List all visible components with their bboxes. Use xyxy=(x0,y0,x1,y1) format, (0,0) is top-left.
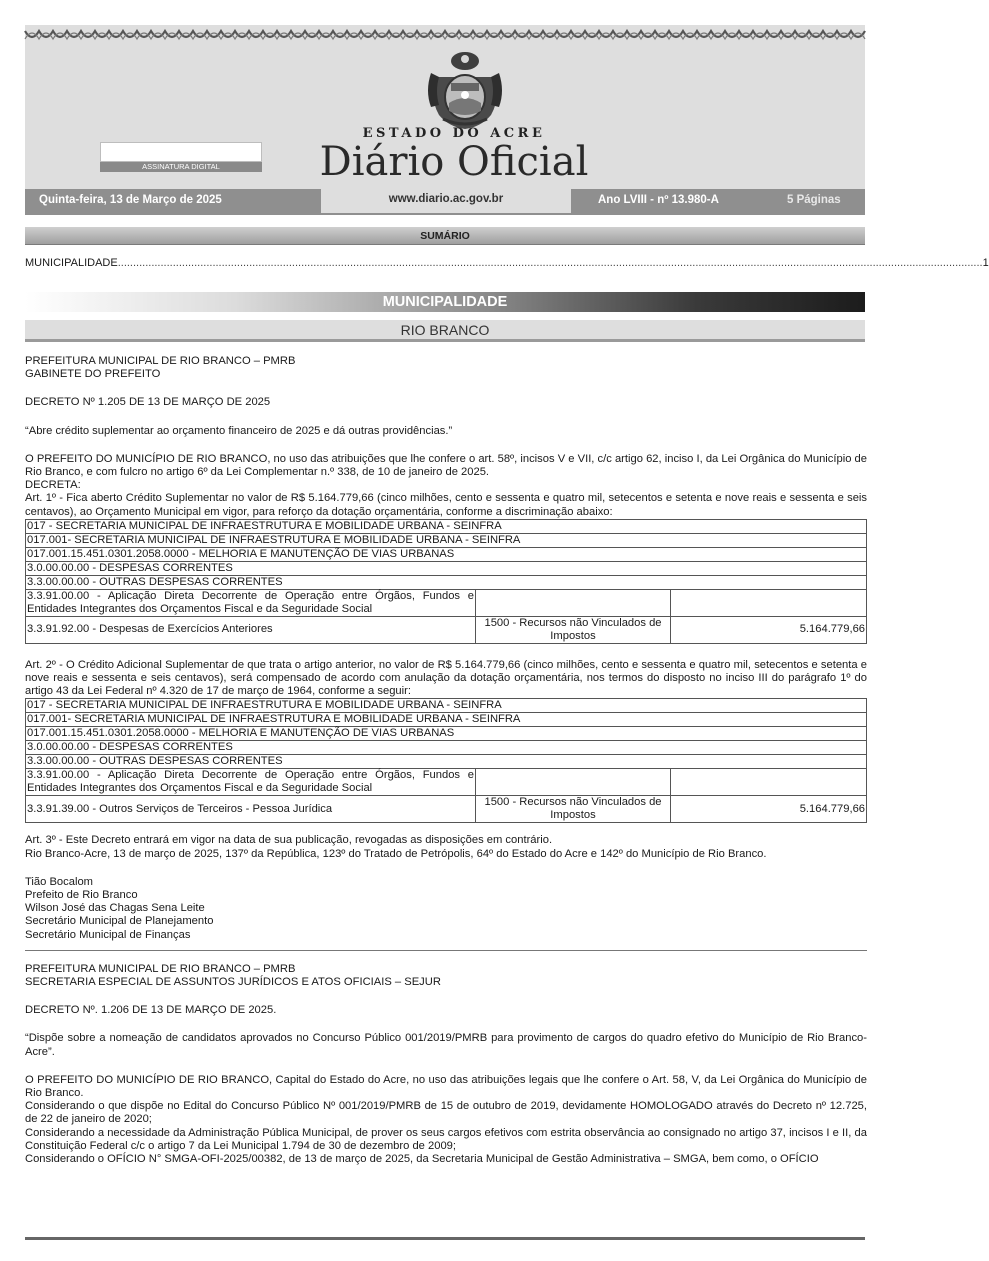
table-cell: 017.001.15.451.0301.2058.0000 - MELHORIA E MANUTENÇÃO DE VIAS URBANAS xyxy=(26,727,867,741)
decree2-org2: SECRETARIA ESPECIAL DE ASSUNTOS JURÍDICOS E ATOS OFICIAIS – SEJUR xyxy=(25,976,441,989)
table-row xyxy=(26,755,867,769)
issue-date: Quinta-feira, 13 de Março de 2025 xyxy=(39,194,222,206)
toc-leader: ........................................................................................................................................................................................................................................................................................... xyxy=(117,257,983,269)
table-cell: 3.3.91.92.00 - Despesas de Exercícios Anteriores xyxy=(26,616,476,643)
decree1-org1: PREFEITURA MUNICIPAL DE RIO BRANCO – PMRB xyxy=(25,355,296,367)
table-row xyxy=(26,533,867,547)
decree1-preamble: O PREFEITO DO MUNICÍPIO DE RIO BRANCO, no uso das atribuições que lhe confere o art. 58º, incisos V e VII, c/c artigo 62, inciso I, da Lei Orgânica do Município de Rio Branco, e com fulcro no artigo 6º da Lei Complementar n.º 338, de 10 de janeiro de 2025. xyxy=(25,452,867,479)
table-cell: 1500 - Recursos não Vinculados de Impostos xyxy=(476,796,671,823)
table-cell: 3.3.00.00.00 - OUTRAS DESPESAS CORRENTES xyxy=(26,575,867,589)
signature-line: Tião Bocalom xyxy=(25,875,93,888)
table-cell: 017 - SECRETARIA MUNICIPAL DE INFRAESTRUTURA E MOBILIDADE URBANA - SEINFRA xyxy=(26,699,867,713)
budget-table-annulment xyxy=(25,698,867,823)
table-cell: 1500 - Recursos não Vinculados de Impostos xyxy=(476,616,671,643)
table-cell: 017 - SECRETARIA MUNICIPAL DE INFRAESTRUTURA E MOBILIDADE URBANA - SEINFRA xyxy=(26,519,867,533)
table-cell: 3.0.00.00.00 - DESPESAS CORRENTES xyxy=(26,561,867,575)
signature-line: Secretário Municipal de Planejamento xyxy=(25,915,214,928)
summary-title: SUMÁRIO xyxy=(25,227,865,245)
table-row xyxy=(26,519,867,533)
signature-line: Prefeito de Rio Branco xyxy=(25,889,138,902)
website-link[interactable]: www.diario.ac.gov.br xyxy=(388,193,504,205)
decree2-number: DECRETO Nº. 1.206 DE 13 DE MARÇO DE 2025. xyxy=(25,1004,277,1017)
decree1-ementa: “Abre crédito suplementar ao orçamento financeiro de 2025 e dá outras providências.” xyxy=(25,424,453,437)
publication-title: Diário Oficial xyxy=(319,139,589,185)
decree2-considerando-2: Considerando a necessidade da Administração Pública Municipal, de prover os seus cargos efetivos com estrita observância ao consignado no artigo 37, incisos I e II, da Constituição Federal c/c o artigo 7 da Lei Municipal 1.794 de 30 de dezembro de 2009; xyxy=(25,1126,867,1152)
table-cell: 5.164.779,66 xyxy=(671,616,867,643)
wave-border-icon xyxy=(25,25,865,45)
table-row xyxy=(26,561,867,575)
page-bottom-rule xyxy=(25,1237,865,1240)
info-bar xyxy=(25,189,865,213)
decree2-considerando-3: Considerando o OFÍCIO N° SMGA-OFI-2025/00382, de 13 de março de 2025, da Secretaria Municipal de Gestão Administrativa – SMGA, bem como, o OFÍCIO xyxy=(25,1153,819,1166)
toc-entry-page: 1 xyxy=(982,257,989,269)
decree2-preamble: O PREFEITO DO MUNICÍPIO DE RIO BRANCO, Capital do Estado do Acre, no uso das atribuições legais que lhe confere o Art. 58, V, da Lei Orgânica do Município de Rio Branco. xyxy=(25,1073,867,1100)
page-count: 5 Páginas xyxy=(787,194,841,206)
table-row xyxy=(26,713,867,727)
table-cell: 3.3.91.00.00 - Aplicação Direta Decorrente de Operação entre Órgãos, Fundos e Entidades Integrantes dos Orçamentos Fiscal e da Seguridade Social xyxy=(27,769,474,795)
subsection-title: RIO BRANCO xyxy=(25,320,865,342)
signature-field xyxy=(100,142,262,162)
table-row xyxy=(26,699,867,713)
state-name: ESTADO DO ACRE xyxy=(362,126,546,141)
signature-label: ASSINATURA DIGITAL xyxy=(100,162,262,172)
decree1-place-date: Rio Branco-Acre, 13 de março de 2025, 137º da República, 123º do Tratado de Petrópolis, 64º do Estado do Acre e 142º do Município de Rio Branco. xyxy=(25,847,767,860)
table-cell: 017.001- SECRETARIA MUNICIPAL DE INFRAESTRUTURA E MOBILIDADE URBANA - SEINFRA xyxy=(26,713,867,727)
table-cell: 3.0.00.00.00 - DESPESAS CORRENTES xyxy=(26,741,867,755)
table-row xyxy=(26,727,867,741)
table-row xyxy=(26,575,867,589)
decree1-org2: GABINETE DO PREFEITO xyxy=(25,368,161,381)
table-row xyxy=(26,547,867,561)
signature-line: Secretário Municipal de Finanças xyxy=(25,928,191,941)
table-cell: 5.164.779,66 xyxy=(671,796,867,823)
decree1-art3: Art. 3º - Este Decreto entrará em vigor na data de sua publicação, revogadas as disposições em contrário. xyxy=(25,834,553,847)
decree2-considerando-1: Considerando o que dispõe no Edital do Concurso Público Nº 001/2019/PMRB de 15 de outubro de 2019, devidamente HOMOLOGADO através do Decreto nº 12.725, de 22 de janeiro de 2020; xyxy=(25,1100,867,1126)
table-cell: 3.3.91.39.00 - Outros Serviços de Terceiros - Pessoa Jurídica xyxy=(26,796,476,823)
decree1-art1: Art. 1º - Fica aberto Crédito Suplementar no valor de R$ 5.164.779,66 (cinco milhões, cento e sessenta e quatro mil, setecentos e setenta e nove reais e sessenta e seis centavos), ao Orçamento Municipal em vigor, para reforço da dotação orçamentária, conforme a discriminação abaixo: xyxy=(25,492,867,518)
table-row xyxy=(26,589,867,616)
table-row xyxy=(26,769,867,796)
decree1-art2: Art. 2º - O Crédito Adicional Suplementar de que trata o artigo anterior, no valor de R$ 5.164.779,66 (cinco milhões, cento e sessenta e quatro mil, setecentos e setenta e nove reais e sessenta e seis centavos), será compensado de acordo com anulação da dotação orçamentária, nos termos do disposto no inciso III do parágrafo 1º do artigo 43 da Lei Federal nº 4.320 de 17 de março de 1964, conforme a seguir: xyxy=(25,658,867,698)
table-cell xyxy=(671,589,867,616)
table-cell xyxy=(476,769,671,796)
main-content xyxy=(25,355,867,1166)
decree1-number: DECRETO Nº 1.205 DE 13 DE MARÇO DE 2025 xyxy=(25,396,271,409)
toc-entry-label: MUNICIPALIDADE xyxy=(25,257,118,269)
table-row xyxy=(26,616,867,643)
coat-of-arms-icon xyxy=(425,47,505,131)
toc-entry[interactable] xyxy=(25,257,989,270)
edition-number: Ano LVIII - nº 13.980-A xyxy=(598,194,719,206)
table-cell: 017.001.15.451.0301.2058.0000 - MELHORIA E MANUTENÇÃO DE VIAS URBANAS xyxy=(26,547,867,561)
table-row xyxy=(26,796,867,823)
decree1-decreta: DECRETA: xyxy=(25,479,81,492)
digital-signature-box xyxy=(100,142,262,174)
budget-table-supplement xyxy=(25,519,867,644)
act-divider xyxy=(25,950,867,951)
masthead xyxy=(25,25,865,213)
table-cell xyxy=(671,769,867,796)
table-cell: 017.001- SECRETARIA MUNICIPAL DE INFRAESTRUTURA E MOBILIDADE URBANA - SEINFRA xyxy=(26,533,867,547)
table-row xyxy=(26,741,867,755)
table-cell xyxy=(476,589,671,616)
signature-line: Wilson José das Chagas Sena Leite xyxy=(25,902,205,915)
header-rule xyxy=(25,213,865,215)
section-title: MUNICIPALIDADE xyxy=(25,292,865,312)
decree2-org1: PREFEITURA MUNICIPAL DE RIO BRANCO – PMRB xyxy=(25,962,296,975)
decree2-ementa: “Dispõe sobre a nomeação de candidatos aprovados no Concurso Público 001/2019/PMRB para provimento de cargos do quadro efetivo do Município de Rio Branco-Acre”. xyxy=(25,1032,867,1058)
table-cell: 3.3.00.00.00 - OUTRAS DESPESAS CORRENTES xyxy=(26,755,867,769)
table-cell: 3.3.91.00.00 - Aplicação Direta Decorrente de Operação entre Órgãos, Fundos e Entidades Integrantes dos Orçamentos Fiscal e da Seguridade Social xyxy=(27,589,474,615)
